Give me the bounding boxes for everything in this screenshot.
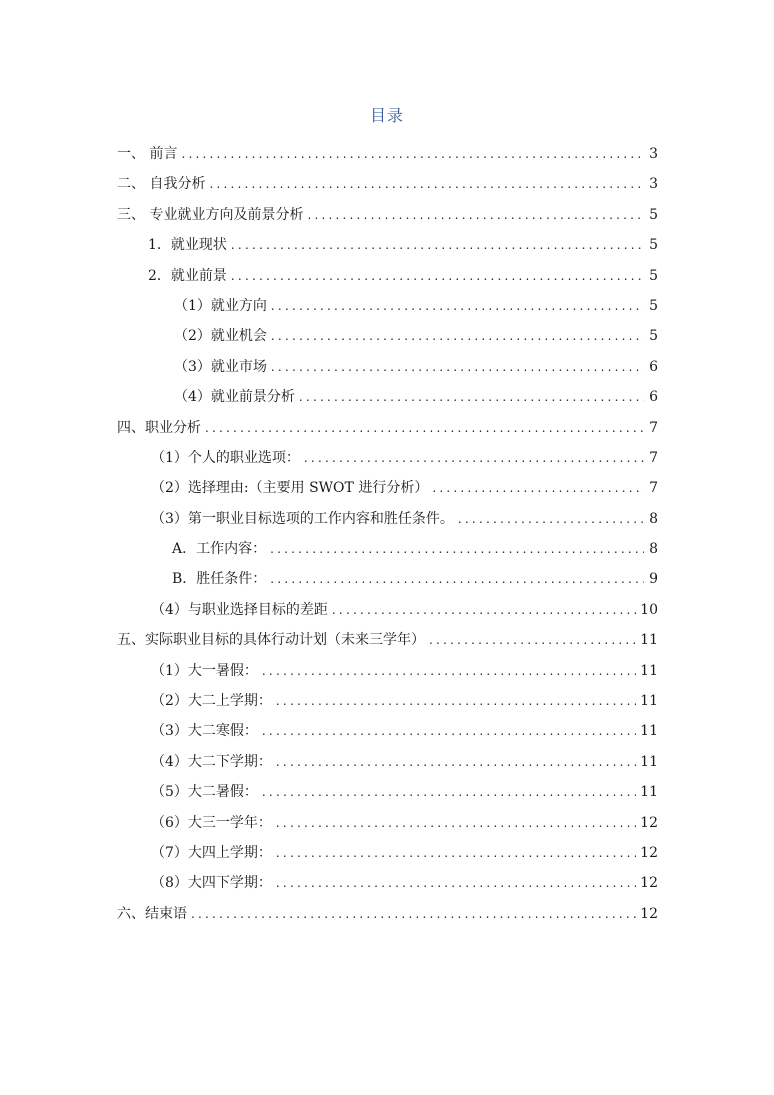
dot-leader — [191, 899, 636, 929]
dot-leader — [231, 230, 644, 260]
toc-entry[interactable] — [117, 169, 658, 199]
toc-entry-label: （7）大四上学期： — [151, 844, 272, 861]
toc-entry[interactable] — [117, 261, 658, 291]
toc-entry-page-number: 3 — [649, 146, 658, 162]
toc-title: 目录 — [369, 106, 404, 125]
toc-entry[interactable] — [117, 716, 658, 746]
toc-entry[interactable] — [117, 868, 658, 898]
dot-leader — [276, 686, 636, 716]
dot-leader — [299, 382, 644, 412]
toc-entry-page-number: 12 — [640, 905, 658, 922]
toc-entry-label: （2）大二上学期： — [151, 693, 272, 710]
toc-entry-page-number: 8 — [649, 510, 658, 527]
toc-entry-page-number: 11 — [640, 723, 658, 740]
dot-leader — [276, 808, 636, 838]
toc-entry-label: 四、职业分析 — [117, 419, 201, 436]
dot-leader — [429, 625, 636, 655]
toc-entry[interactable] — [117, 321, 658, 351]
toc-entry-label: （4）就业前景分析 — [174, 389, 295, 406]
toc-entry-page-number: 7 — [649, 480, 658, 497]
dot-leader — [209, 169, 644, 199]
toc-entry-page-number: 3 — [649, 176, 658, 193]
toc-entry-page-number: 11 — [640, 662, 658, 679]
toc-entry[interactable] — [117, 777, 658, 807]
toc-entry-label: 五、实际职业目标的具体行动计划（未来三学年） — [117, 632, 425, 649]
toc-entry-page-number: 6 — [649, 358, 658, 375]
toc-entry-label: 1．就业现状 — [148, 237, 227, 254]
toc-entry-label: （3）大二寒假： — [151, 723, 258, 740]
toc-entry-page-number: 11 — [640, 784, 658, 801]
toc-entry-label: 2．就业前景 — [148, 267, 227, 284]
toc-entry-label: 二、 自我分析 — [117, 176, 206, 193]
dot-leader — [276, 868, 636, 898]
toc-entry-label: （1）大一暑假： — [151, 662, 258, 679]
toc-entry[interactable] — [117, 747, 658, 777]
toc-entry-page-number: 11 — [640, 632, 658, 649]
toc-entry-page-number: 8 — [649, 541, 658, 558]
toc-entry-page-number: 9 — [649, 571, 658, 588]
toc-entry-page-number: 5 — [649, 328, 658, 345]
toc-entry[interactable] — [117, 413, 658, 443]
toc-entry-label: （6）大三一学年： — [151, 814, 272, 831]
toc-entry-page-number: 5 — [649, 297, 658, 314]
toc-entry[interactable] — [117, 382, 658, 412]
toc-list — [117, 139, 658, 929]
toc-entry[interactable] — [117, 564, 658, 594]
toc-entry-label: B．胜任条件： — [172, 571, 267, 588]
dot-leader — [332, 595, 636, 625]
toc-entry-page-number: 5 — [649, 237, 658, 254]
toc-entry-label: 六、结束语 — [117, 905, 187, 922]
dot-leader — [271, 321, 644, 351]
toc-entry-page-number: 7 — [649, 449, 658, 466]
toc-entry-page-number: 6 — [649, 389, 658, 406]
toc-entry[interactable] — [117, 595, 658, 625]
toc-entry-page-number: 10 — [640, 601, 658, 618]
toc-entry-label: （4）大二下学期： — [151, 753, 272, 770]
toc-entry[interactable] — [117, 656, 658, 686]
toc-entry-label: 三、 专业就业方向及前景分析 — [117, 206, 304, 223]
dot-leader — [231, 261, 644, 291]
toc-entry-page-number: 7 — [649, 419, 658, 436]
dot-leader — [304, 443, 644, 473]
toc-entry[interactable] — [117, 838, 658, 868]
toc-entry[interactable] — [117, 139, 658, 169]
toc-entry-page-number: 11 — [640, 753, 658, 770]
toc-entry-label: （3）就业市场 — [174, 358, 267, 375]
toc-entry-page-number: 11 — [640, 693, 658, 710]
dot-leader — [181, 139, 644, 169]
toc-entry[interactable] — [117, 291, 658, 321]
toc-entry-label: （2）选择理由:（主要用 SWOT 进行分析） — [151, 480, 429, 497]
toc-entry-page-number: 12 — [640, 844, 658, 861]
toc-entry-label: A．工作内容： — [172, 541, 267, 558]
toc-entry[interactable] — [117, 534, 658, 564]
dot-leader — [270, 534, 644, 564]
dot-leader — [262, 716, 636, 746]
toc-entry-page-number: 5 — [649, 206, 658, 223]
toc-entry[interactable] — [117, 504, 658, 534]
toc-entry-page-number: 12 — [640, 875, 658, 892]
toc-entry[interactable] — [117, 625, 658, 655]
dot-leader — [276, 747, 636, 777]
toc-entry[interactable] — [117, 352, 658, 382]
toc-entry-label: （1）个人的职业选项： — [151, 449, 300, 466]
toc-entry[interactable] — [117, 899, 658, 929]
dot-leader — [307, 200, 644, 230]
toc-entry-label: 一、 前言 — [117, 146, 178, 162]
toc-entry[interactable] — [117, 200, 658, 230]
toc-entry-page-number: 5 — [649, 267, 658, 284]
toc-entry-label: （1）就业方向 — [174, 297, 267, 314]
toc-entry[interactable] — [117, 808, 658, 838]
dot-leader — [271, 352, 644, 382]
dot-leader — [205, 413, 644, 443]
toc-entry[interactable] — [117, 230, 658, 260]
toc-entry-label: （2）就业机会 — [174, 328, 267, 345]
dot-leader — [262, 656, 636, 686]
toc-entry-label: （3）第一职业目标选项的工作内容和胜任条件。 — [151, 510, 454, 527]
toc-entry[interactable] — [117, 443, 658, 473]
dot-leader — [276, 838, 636, 868]
toc-entry-page-number: 12 — [640, 814, 658, 831]
toc-entry-label: （8）大四下学期： — [151, 875, 272, 892]
toc-entry-label: （4）与职业选择目标的差距 — [151, 601, 328, 618]
toc-entry[interactable] — [117, 473, 658, 503]
toc-entry[interactable] — [117, 686, 658, 716]
dot-leader — [432, 473, 644, 503]
dot-leader — [262, 777, 636, 807]
toc-entry-label: （5）大二暑假： — [151, 784, 258, 801]
dot-leader — [270, 564, 644, 594]
dot-leader — [271, 291, 644, 321]
dot-leader — [458, 504, 644, 534]
